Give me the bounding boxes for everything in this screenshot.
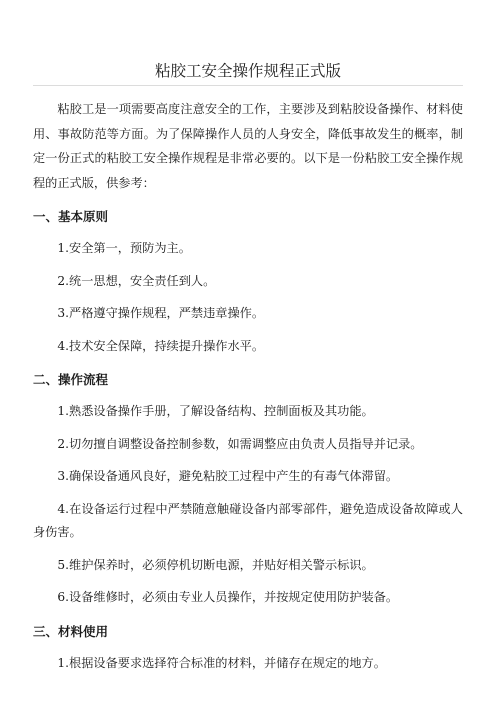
list-item: 4.技术安全保障，持续提升操作水平。: [57, 338, 265, 353]
list-item: 6.设备维修时，必须由专业人员操作，并按规定使用防护装备。: [57, 590, 399, 604]
list-item: 3.确保设备通风良好，避免粘胶工过程中产生的有毒气体滞留。: [57, 469, 399, 483]
list-item: 2.切勿擅自调整设备控制参数，如需调整应由负责人员指导并记录。: [57, 436, 423, 451]
section-procedure: [33, 368, 463, 610]
title-divider: [33, 85, 463, 86]
list-item: 1.根据设备要求选择符合标准的材料，并储存在规定的地方。: [57, 655, 386, 670]
list-item: 3.严格遵守操作规程，严禁违章操作。: [57, 306, 265, 320]
document-title: 粘胶工安全操作规程正式版: [154, 62, 341, 80]
section-heading: 二、操作流程: [33, 372, 109, 387]
section-materials: [33, 620, 463, 676]
section-principles: [33, 205, 463, 358]
list-item: 1.熟悉设备操作手册，了解设备结构、控制面板及其功能。: [57, 404, 374, 418]
section-heading: 一、基本原则: [33, 209, 109, 224]
list-item: 4.在设备运行过程中严禁随意触碰设备内部零部件，避免造成设备故障或人身伤害。: [33, 501, 463, 539]
list-item: 1.安全第一，预防为主。: [57, 241, 191, 255]
intro-paragraph: 粘胶工是一项需要高度注意安全的工作，主要涉及到粘胶设备操作、材料使用、事故防范等方面。为了保障操作人员的人身安全，降低事故发生的概率，制定一份正式的粘胶工安全操作规程是非常必要的。以下是一份粘胶工安全操作规程的正式版，供参考：: [33, 102, 463, 190]
list-item: 5.维护保养时，必须停机切断电源，并贴好相关警示标识。: [57, 557, 374, 572]
section-heading: 三、材料使用: [33, 623, 109, 639]
list-item: 2.统一思想，安全责任到人。: [57, 273, 216, 288]
